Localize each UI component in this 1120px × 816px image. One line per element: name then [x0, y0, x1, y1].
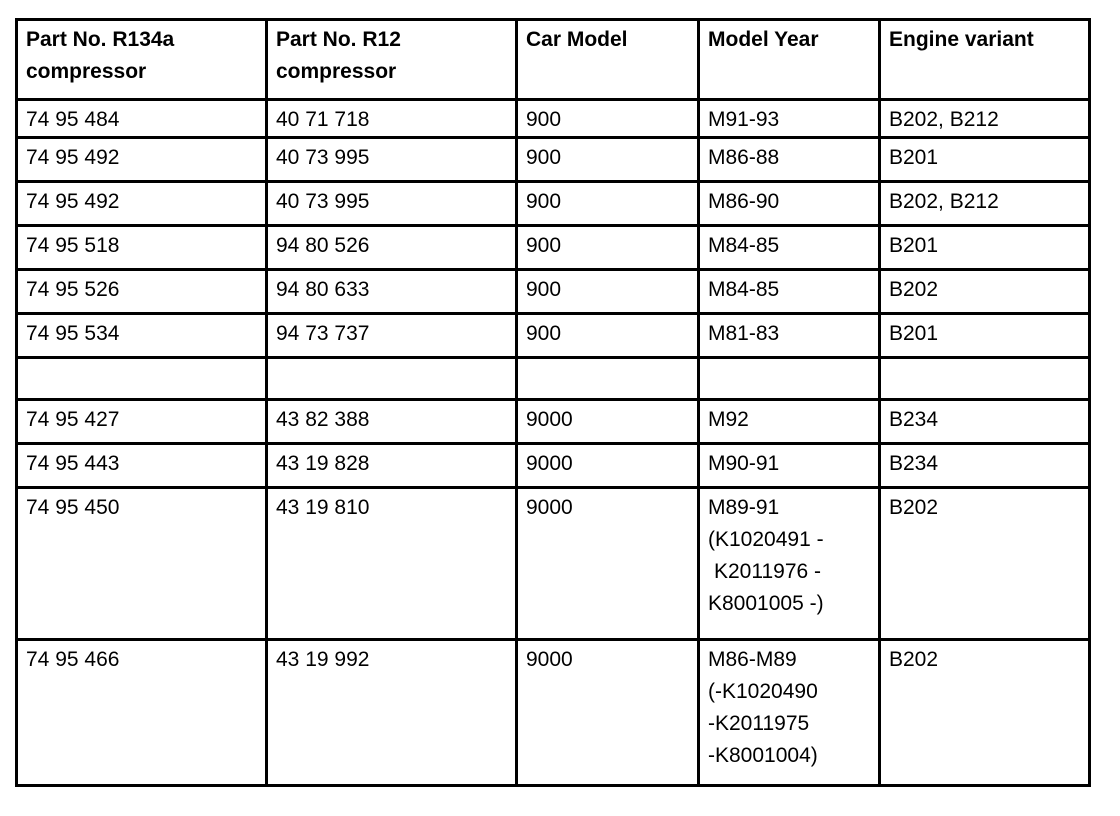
- cell-text-line: 74 95 484: [26, 108, 120, 131]
- cell-text-line: 9000: [526, 408, 573, 431]
- cell-text-line: 74 95 492: [26, 190, 120, 213]
- cell-model-year: [699, 640, 880, 786]
- cell-text-line: 43 19 828: [276, 452, 370, 475]
- cell-text-line: 43 82 388: [276, 408, 370, 431]
- cell-text-line: 43 19 992: [276, 648, 370, 671]
- cell-text-line: K8001005 -): [708, 592, 824, 615]
- column-header-engine-variant: [880, 20, 1090, 100]
- cell-text-line: M84-85: [708, 234, 780, 257]
- cell-text-line: B202: [889, 648, 939, 671]
- cell-model-year: [699, 488, 880, 640]
- cell-car-model: [517, 640, 699, 786]
- cell-text-line: 40 73 995: [276, 190, 370, 213]
- table-row: [17, 400, 1090, 444]
- cell-part-no-r12: [267, 138, 517, 182]
- cell-part-no-r134a: [17, 488, 267, 640]
- cell-part-no-r12: [267, 488, 517, 640]
- cell-model-year: [699, 226, 880, 270]
- cell-text-line: M86-M89: [708, 648, 797, 671]
- cell-text-line: 74 95 443: [26, 452, 120, 475]
- cell-part-no-r12: [267, 270, 517, 314]
- cell-model-year: [699, 444, 880, 488]
- cell-part-no-r12: [267, 182, 517, 226]
- table-row: [17, 226, 1090, 270]
- column-header-part-no-r134a: [17, 20, 267, 100]
- table-row: [17, 640, 1090, 786]
- cell-part-no-r134a: [17, 640, 267, 786]
- cell-car-model: [517, 314, 699, 358]
- cell-part-no-r134a: [17, 138, 267, 182]
- cell-car-model: [517, 444, 699, 488]
- cell-text-line: 40 73 995: [276, 146, 370, 169]
- cell-part-no-r12: [267, 100, 517, 138]
- cell-car-model: [517, 182, 699, 226]
- column-header-part-no-r12: [267, 20, 517, 100]
- cell-car-model: [517, 358, 699, 400]
- cell-text-line: B234: [889, 408, 939, 431]
- cell-text-line: 94 73 737: [276, 322, 370, 345]
- header-text-line: compressor: [276, 60, 397, 83]
- cell-text-line: 9000: [526, 648, 573, 671]
- cell-part-no-r12: [267, 358, 517, 400]
- table-row: [17, 444, 1090, 488]
- cell-model-year: [699, 182, 880, 226]
- cell-car-model: [517, 226, 699, 270]
- cell-model-year: [699, 400, 880, 444]
- table-body: [17, 100, 1090, 786]
- column-header-model-year: [699, 20, 880, 100]
- cell-car-model: [517, 270, 699, 314]
- cell-text-line: M84-85: [708, 278, 780, 301]
- cell-text-line: M92: [708, 408, 749, 431]
- header-text-line: Part No. R12: [276, 28, 401, 51]
- cell-part-no-r134a: [17, 182, 267, 226]
- cell-car-model: [517, 400, 699, 444]
- cell-model-year: [699, 270, 880, 314]
- cell-text-line: B201: [889, 146, 939, 169]
- cell-text-line: (-K1020490: [708, 680, 818, 703]
- parts-table: [15, 18, 1091, 787]
- cell-engine-variant: [880, 400, 1090, 444]
- cell-text-line: -K8001004): [708, 744, 818, 767]
- cell-part-no-r134a: [17, 226, 267, 270]
- cell-text-line: 74 95 450: [26, 496, 120, 519]
- cell-text-line: B202, B212: [889, 108, 999, 131]
- cell-part-no-r134a: [17, 314, 267, 358]
- cell-engine-variant: [880, 270, 1090, 314]
- cell-part-no-r12: [267, 400, 517, 444]
- cell-engine-variant: [880, 100, 1090, 138]
- cell-model-year: [699, 314, 880, 358]
- cell-part-no-r12: [267, 640, 517, 786]
- cell-text-line: 900: [526, 322, 562, 345]
- cell-engine-variant: [880, 640, 1090, 786]
- cell-text-line: 74 95 466: [26, 648, 120, 671]
- cell-part-no-r134a: [17, 358, 267, 400]
- header-text-line: Engine variant: [889, 28, 1034, 51]
- cell-model-year: [699, 100, 880, 138]
- header-text-line: Model Year: [708, 28, 819, 51]
- table-row: [17, 488, 1090, 640]
- cell-text-line: 900: [526, 108, 562, 131]
- cell-text-line: 900: [526, 234, 562, 257]
- cell-text-line: B202, B212: [889, 190, 999, 213]
- cell-text-line: B234: [889, 452, 939, 475]
- cell-text-line: 74 95 427: [26, 408, 120, 431]
- header-text-line: Part No. R134a: [26, 28, 175, 51]
- cell-model-year: [699, 358, 880, 400]
- table-row: [17, 100, 1090, 138]
- column-header-car-model: [517, 20, 699, 100]
- cell-text-line: -K2011975: [708, 712, 810, 735]
- cell-text-line: 74 95 526: [26, 278, 120, 301]
- cell-part-no-r134a: [17, 100, 267, 138]
- cell-part-no-r134a: [17, 270, 267, 314]
- cell-engine-variant: [880, 182, 1090, 226]
- cell-text-line: M89-91: [708, 496, 780, 519]
- cell-engine-variant: [880, 138, 1090, 182]
- cell-text-line: 74 95 492: [26, 146, 120, 169]
- cell-text-line: 40 71 718: [276, 108, 370, 131]
- cell-engine-variant: [880, 226, 1090, 270]
- cell-text-line: B202: [889, 496, 939, 519]
- cell-car-model: [517, 488, 699, 640]
- table-row: [17, 270, 1090, 314]
- cell-text-line: M90-91: [708, 452, 780, 475]
- header-text-line: compressor: [26, 60, 147, 83]
- cell-engine-variant: [880, 358, 1090, 400]
- table-row: [17, 314, 1090, 358]
- cell-text-line: M86-90: [708, 190, 780, 213]
- cell-part-no-r12: [267, 226, 517, 270]
- cell-part-no-r134a: [17, 400, 267, 444]
- cell-car-model: [517, 138, 699, 182]
- cell-text-line: B201: [889, 234, 939, 257]
- cell-engine-variant: [880, 444, 1090, 488]
- table-row: [17, 358, 1090, 400]
- table-header: [17, 20, 1090, 100]
- cell-car-model: [517, 100, 699, 138]
- cell-text-line: B201: [889, 322, 939, 345]
- cell-part-no-r12: [267, 444, 517, 488]
- cell-part-no-r134a: [17, 444, 267, 488]
- cell-text-line: 9000: [526, 496, 573, 519]
- cell-text-line: 900: [526, 278, 562, 301]
- cell-text-line: M91-93: [708, 108, 780, 131]
- cell-text-line: 43 19 810: [276, 496, 370, 519]
- cell-text-line: 94 80 633: [276, 278, 370, 301]
- cell-text-line: 900: [526, 190, 562, 213]
- cell-part-no-r12: [267, 314, 517, 358]
- cell-text-line: K2011976 -: [714, 560, 822, 583]
- header-row: [17, 20, 1090, 100]
- cell-text-line: 74 95 534: [26, 322, 120, 345]
- header-text-line: Car Model: [526, 28, 628, 51]
- cell-text-line: M81-83: [708, 322, 780, 345]
- cell-text-line: 94 80 526: [276, 234, 370, 257]
- cell-text-line: 74 95 518: [26, 234, 120, 257]
- cell-text-line: 9000: [526, 452, 573, 475]
- cell-text-line: (K1020491 -: [708, 528, 824, 551]
- table-row: [17, 138, 1090, 182]
- cell-engine-variant: [880, 314, 1090, 358]
- cell-text-line: B202: [889, 278, 939, 301]
- cell-model-year: [699, 138, 880, 182]
- cell-text-line: 900: [526, 146, 562, 169]
- table-row: [17, 182, 1090, 226]
- cell-text-line: M86-88: [708, 146, 780, 169]
- cell-engine-variant: [880, 488, 1090, 640]
